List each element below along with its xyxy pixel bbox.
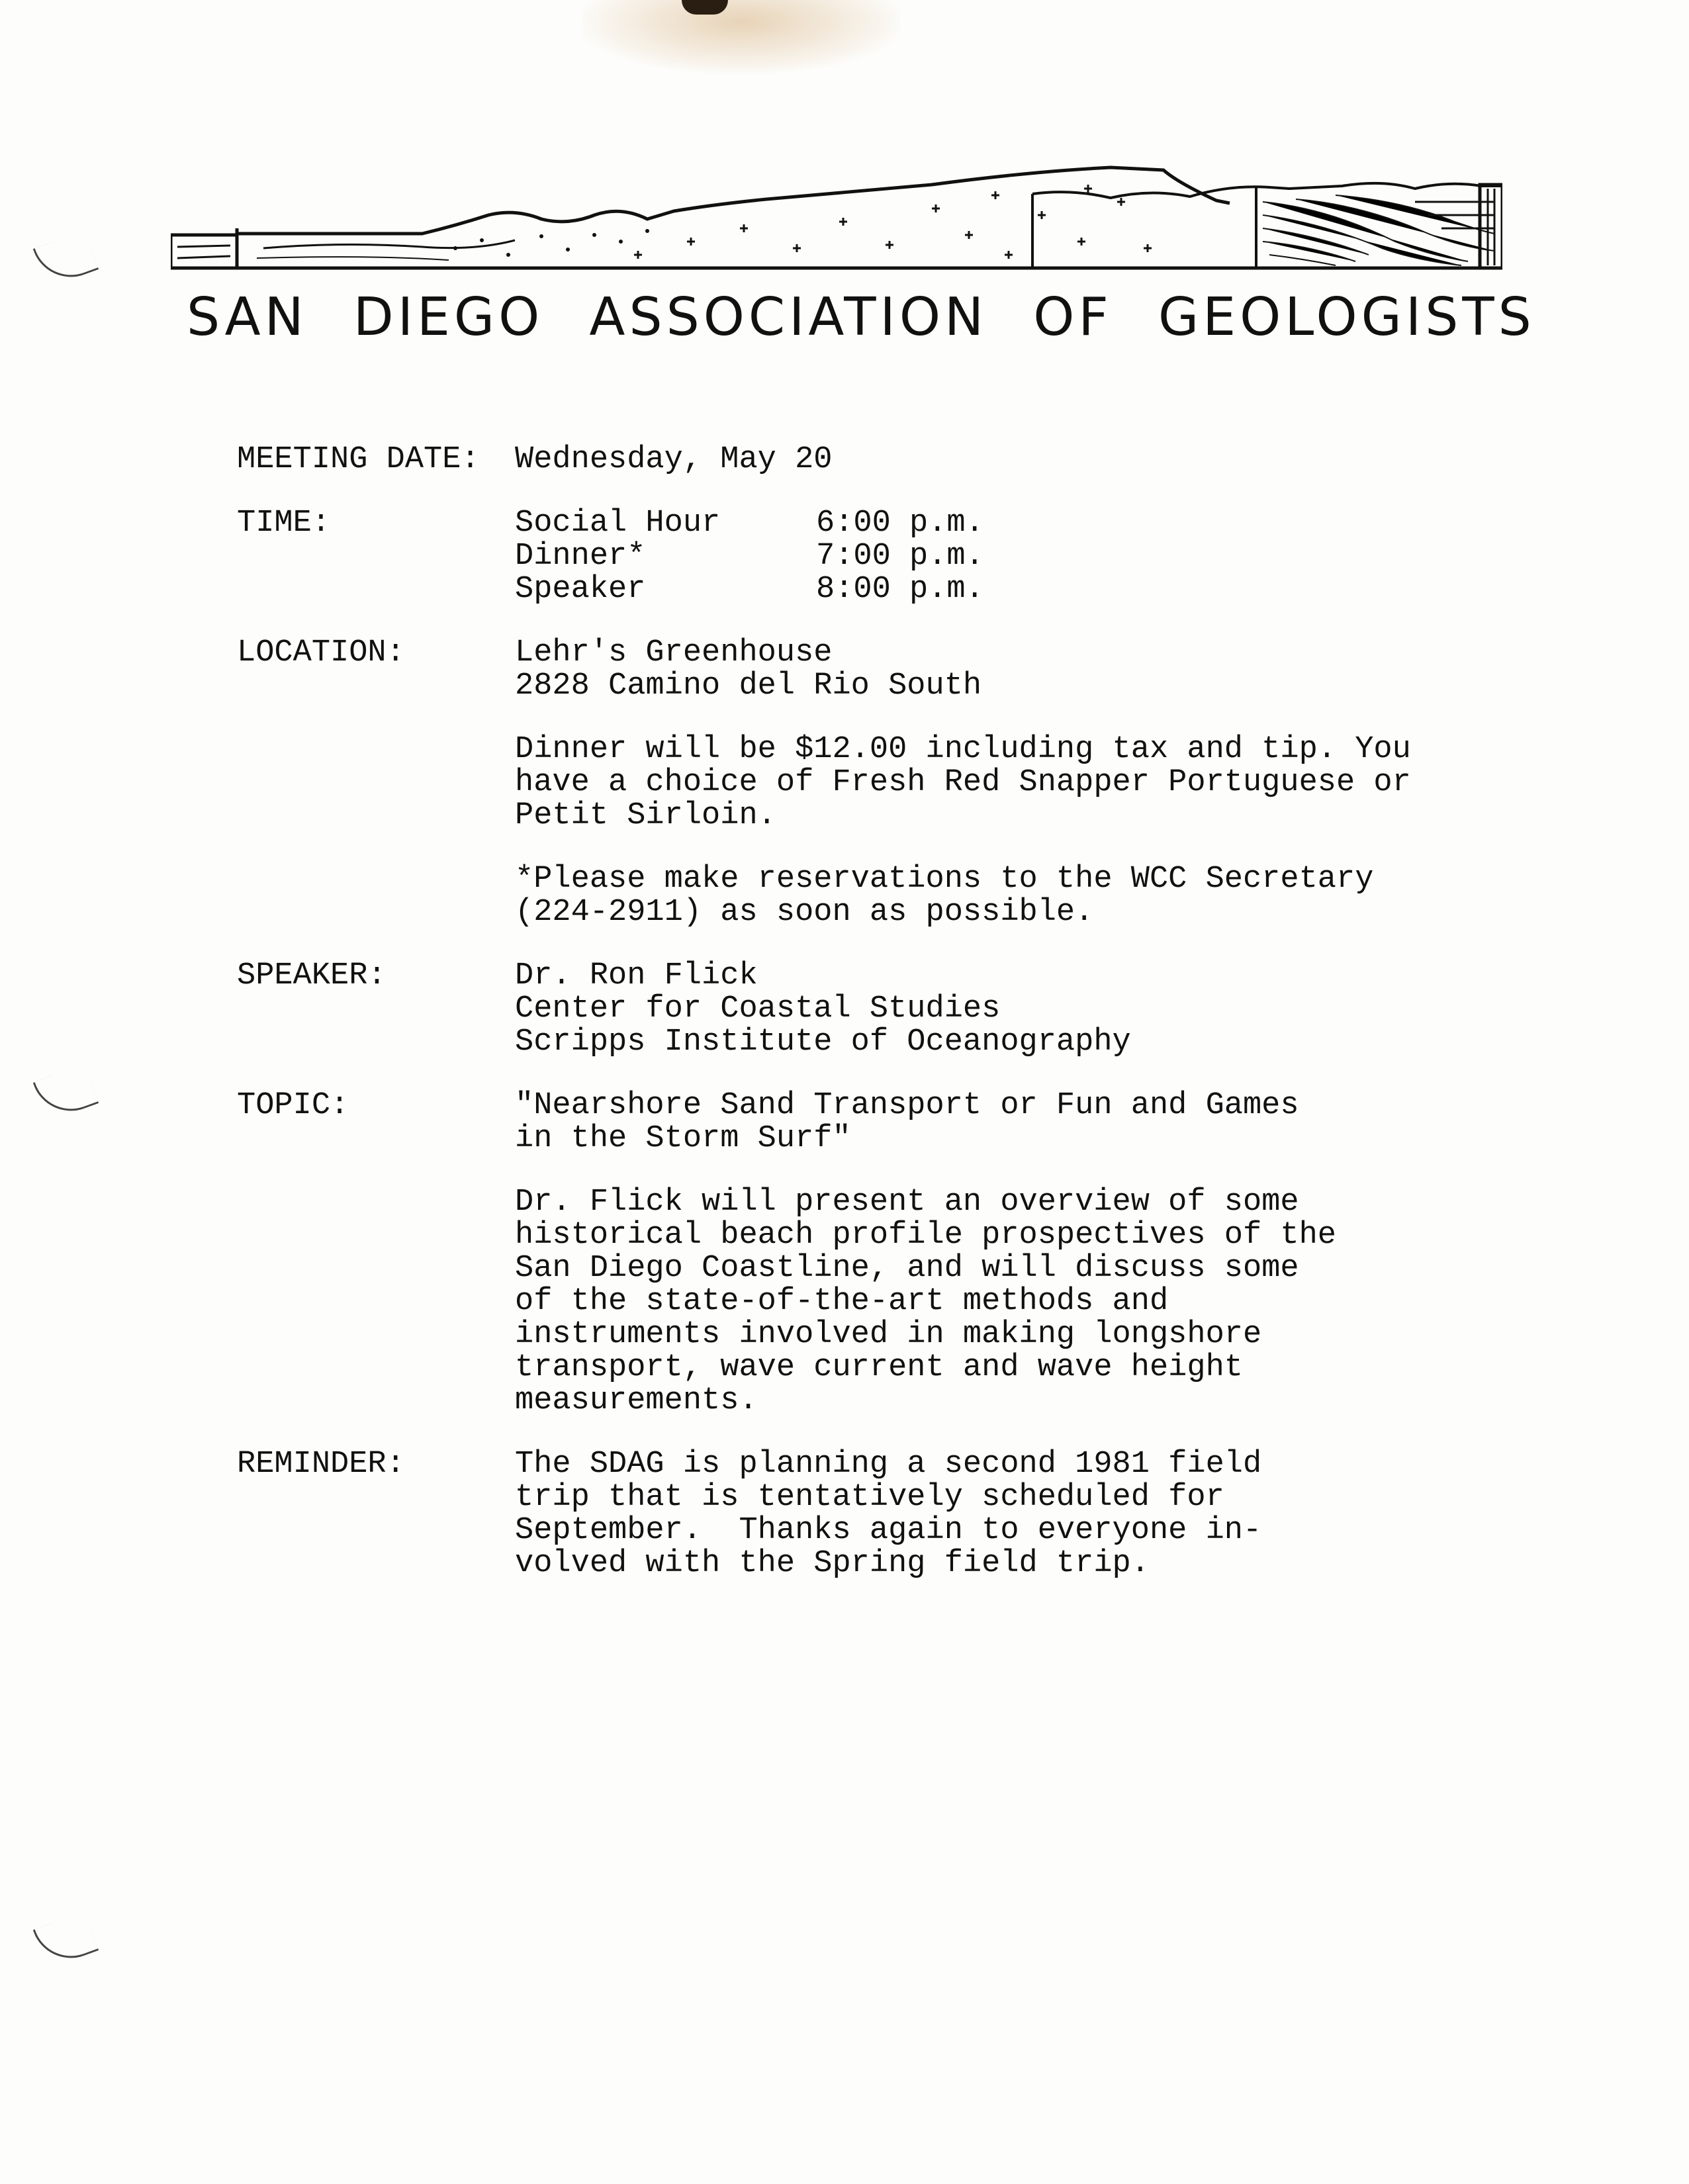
topic-description-line: historical beach profile prospectives of the — [515, 1218, 1337, 1253]
topic-description — [515, 1186, 1494, 1418]
time-label: TIME: — [237, 506, 331, 541]
topic-title-line: in the Storm Surf" — [515, 1121, 851, 1156]
dinner-info-line: Petit Sirloin. — [515, 798, 776, 833]
speaker-institution: Scripps Institute of Oceanography — [515, 1024, 1131, 1060]
dinner-info-line: have a choice of Fresh Red Snapper Portuguese or — [515, 765, 1411, 800]
topic-details — [515, 1089, 1494, 1418]
topic-description-line: measurements. — [515, 1383, 758, 1418]
binder-hole-mark — [33, 230, 99, 289]
speaker-affiliation: Center for Coastal Studies — [515, 991, 1001, 1026]
paper-stain — [582, 0, 900, 73]
dinner-info-line: Dinner will be $12.00 including tax and tip. You — [515, 732, 1411, 767]
organization-name: SAN DIEGO ASSOCIATION OF GEOLOGISTS — [187, 287, 1535, 347]
meeting-date-label: MEETING DATE: — [237, 442, 480, 477]
schedule-item — [515, 573, 1494, 606]
schedule-time: 7:00 p.m. — [816, 539, 984, 574]
speaker-details — [515, 960, 1494, 1059]
topic-description-line: instruments involved in making longshore — [515, 1317, 1262, 1352]
schedule-event: Social Hour — [515, 506, 721, 541]
time-schedule — [515, 507, 1494, 606]
topic-description-line: San Diego Coastline, and will discuss some — [515, 1251, 1299, 1286]
location-name: Lehr's Greenhouse — [515, 635, 833, 670]
topic-label: TOPIC: — [237, 1088, 349, 1123]
speaker-label: SPEAKER: — [237, 958, 387, 993]
topic-title-line: "Nearshore Sand Transport or Fun and Games — [515, 1088, 1299, 1123]
binder-hole-mark — [33, 1064, 99, 1122]
reservation-line: (224-2911) as soon as possible. — [515, 895, 1094, 930]
location-address: 2828 Camino del Rio South — [515, 668, 982, 704]
meeting-date-row — [237, 443, 1494, 477]
meeting-notice — [237, 443, 1494, 1611]
topic-row — [237, 1089, 1494, 1418]
reminder-label: REMINDER: — [237, 1447, 405, 1482]
reminder-line: September. Thanks again to everyone in- — [515, 1513, 1262, 1548]
location-label: LOCATION: — [237, 635, 405, 670]
paper-stain-dark — [682, 0, 728, 15]
schedule-item — [515, 540, 1494, 573]
schedule-event: Speaker — [515, 572, 646, 607]
dinner-info — [515, 733, 1494, 833]
topic-description-line: Dr. Flick will present an overview of some — [515, 1185, 1299, 1220]
reminder-row — [237, 1448, 1494, 1580]
topic-description-line: transport, wave current and wave height — [515, 1350, 1243, 1385]
time-row — [237, 507, 1494, 606]
location-details — [515, 637, 1494, 929]
reminder-details — [515, 1448, 1494, 1580]
location-row — [237, 637, 1494, 929]
binder-hole-mark — [33, 1911, 99, 1970]
speaker-name: Dr. Ron Flick — [515, 958, 758, 993]
topic-description-line: of the state-of-the-art methods and — [515, 1284, 1169, 1319]
schedule-item — [515, 507, 1494, 540]
meeting-date-value: Wednesday, May 20 — [515, 442, 833, 477]
reservation-info — [515, 863, 1494, 929]
reminder-line: volved with the Spring field trip. — [515, 1546, 1150, 1581]
schedule-time: 8:00 p.m. — [816, 572, 984, 607]
geologic-cross-section-logo — [171, 162, 1502, 275]
reminder-line: The SDAG is planning a second 1981 field — [515, 1447, 1262, 1482]
schedule-time: 6:00 p.m. — [816, 506, 984, 541]
reminder-line: trip that is tentatively scheduled for — [515, 1480, 1224, 1515]
schedule-event: Dinner* — [515, 539, 646, 574]
speaker-row — [237, 960, 1494, 1059]
reservation-line: *Please make reservations to the WCC Secretary — [515, 862, 1374, 897]
